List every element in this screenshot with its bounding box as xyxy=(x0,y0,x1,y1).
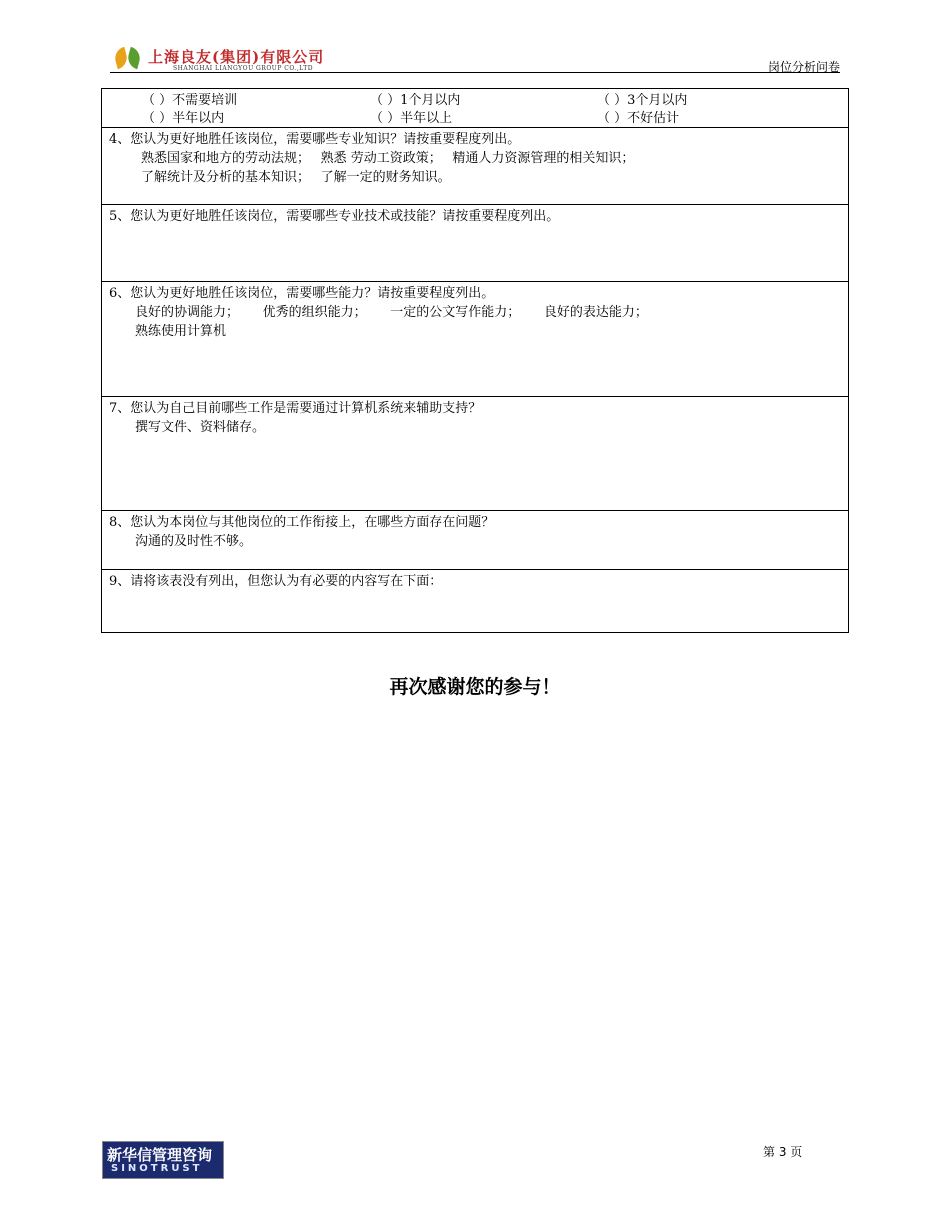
training-options-row xyxy=(102,89,848,128)
question-5-text: 5、您认为更好地胜任该岗位，需要哪些专业技术或技能？请按重要程度列出。 xyxy=(109,209,560,224)
question-4-row xyxy=(102,128,848,205)
question-8-row xyxy=(102,511,848,570)
sinotrust-logo xyxy=(102,1141,224,1179)
footer-logo-en: SINOTRUST xyxy=(111,1163,203,1174)
leaf-icon xyxy=(113,47,130,69)
question-8-text: 8、您认为本岗位与其他岗位的工作衔接上，在哪些方面存在问题？ xyxy=(109,515,495,530)
option-hard-to-estimate[interactable]: （ ）不好估计 xyxy=(597,111,680,126)
question-6-answer-line-2[interactable]: 熟练使用计算机 xyxy=(135,324,227,339)
question-4-text: 4、您认为更好地胜任该岗位，需要哪些专业知识？请按重要程度列出。 xyxy=(109,132,521,147)
company-name-en: SHANGHAI LIANGYOU GROUP CO.,LTD xyxy=(173,65,314,72)
question-6-answer-line-1[interactable]: 良好的协调能力； 优秀的组织能力； 一定的公文写作能力； 良好的表达能力； xyxy=(135,305,648,320)
questionnaire-table xyxy=(101,88,849,633)
option-within-half-year[interactable]: （ ）半年以内 xyxy=(142,111,225,126)
document-title: 岗位分析问卷 xyxy=(767,60,840,74)
question-6-text: 6、您认为更好地胜任该岗位，需要哪些能力？请按重要程度列出。 xyxy=(109,286,495,301)
company-logo xyxy=(115,46,355,74)
option-over-half-year[interactable]: （ ）半年以上 xyxy=(370,111,453,126)
company-name-cn: 上海良友(集团)有限公司 xyxy=(148,48,325,66)
option-within-3-months[interactable]: （ ）3个月以内 xyxy=(597,93,688,108)
question-9-row xyxy=(102,570,848,632)
question-9-text: 9、请将该表没有列出，但您认为有必要的内容写在下面： xyxy=(109,574,443,589)
question-4-answer-line-1[interactable]: 熟悉国家和地方的劳动法规； 熟悉 劳动工资政策； 精通人力资源管理的相关知识； xyxy=(141,151,635,166)
option-within-1-month[interactable]: （ ）1个月以内 xyxy=(370,93,461,108)
header-divider xyxy=(110,72,840,73)
question-7-text: 7、您认为自己目前哪些工作是需要通过计算机系统来辅助支持？ xyxy=(109,401,482,416)
question-4-answer-line-2[interactable]: 了解统计及分析的基本知识； 了解一定的财务知识。 xyxy=(141,170,451,185)
question-6-row xyxy=(102,282,848,397)
question-7-answer[interactable]: 撰写文件、资料储存。 xyxy=(135,420,266,435)
question-7-row xyxy=(102,397,848,511)
question-8-answer[interactable]: 沟通的及时性不够。 xyxy=(135,534,253,549)
closing-message: 再次感谢您的参与！ xyxy=(389,676,561,698)
page-number: 第 3 页 xyxy=(763,1145,803,1159)
footer-logo-cn: 新华信管理咨询 xyxy=(107,1146,213,1164)
question-5-row xyxy=(102,205,848,282)
option-no-training[interactable]: （ ）不需要培训 xyxy=(142,93,238,108)
leaf-icon xyxy=(126,47,143,69)
